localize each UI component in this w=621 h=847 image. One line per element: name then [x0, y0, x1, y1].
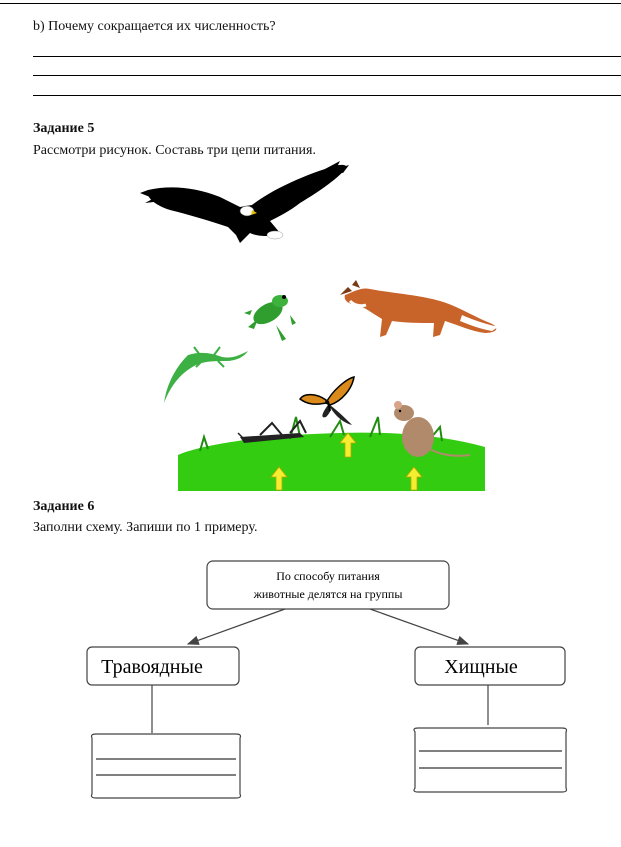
task6-instruction: Заполни схему. Запиши по 1 примеру. — [33, 520, 258, 535]
root-box — [207, 561, 449, 609]
butterfly-icon — [300, 377, 354, 425]
root-line-2: животные делятся на группы — [253, 587, 403, 601]
frog-icon — [244, 295, 296, 341]
answer-line-2[interactable] — [33, 75, 621, 76]
arrow-to-herbivores — [188, 609, 285, 644]
answer-line-3[interactable] — [33, 95, 621, 96]
root-line-1: По способу питания — [276, 569, 380, 583]
task6-title: Задание 6 — [33, 499, 95, 514]
task5-instruction: Рассмотри рисунок. Составь три цепи питания. — [33, 143, 316, 158]
lizard-icon — [164, 347, 248, 403]
predators-box — [415, 647, 565, 685]
feeding-groups-diagram — [0, 540, 621, 840]
task5-title: Задание 5 — [33, 121, 95, 136]
herbivores-label: Травоядные — [101, 656, 203, 678]
arrow-to-predators — [370, 609, 468, 644]
page-top-border — [0, 3, 621, 4]
predators-label: Хищные — [444, 656, 518, 678]
eagle-icon — [140, 161, 349, 243]
answer-line-1[interactable] — [33, 56, 621, 57]
question-b: b) Почему сокращается их численность? — [33, 19, 276, 34]
herbivores-box — [87, 647, 239, 685]
food-chain-illustration — [140, 155, 510, 500]
predators-answer-scroll[interactable] — [414, 728, 567, 792]
herbivores-answer-scroll[interactable] — [92, 734, 241, 798]
fox-icon — [340, 280, 498, 337]
